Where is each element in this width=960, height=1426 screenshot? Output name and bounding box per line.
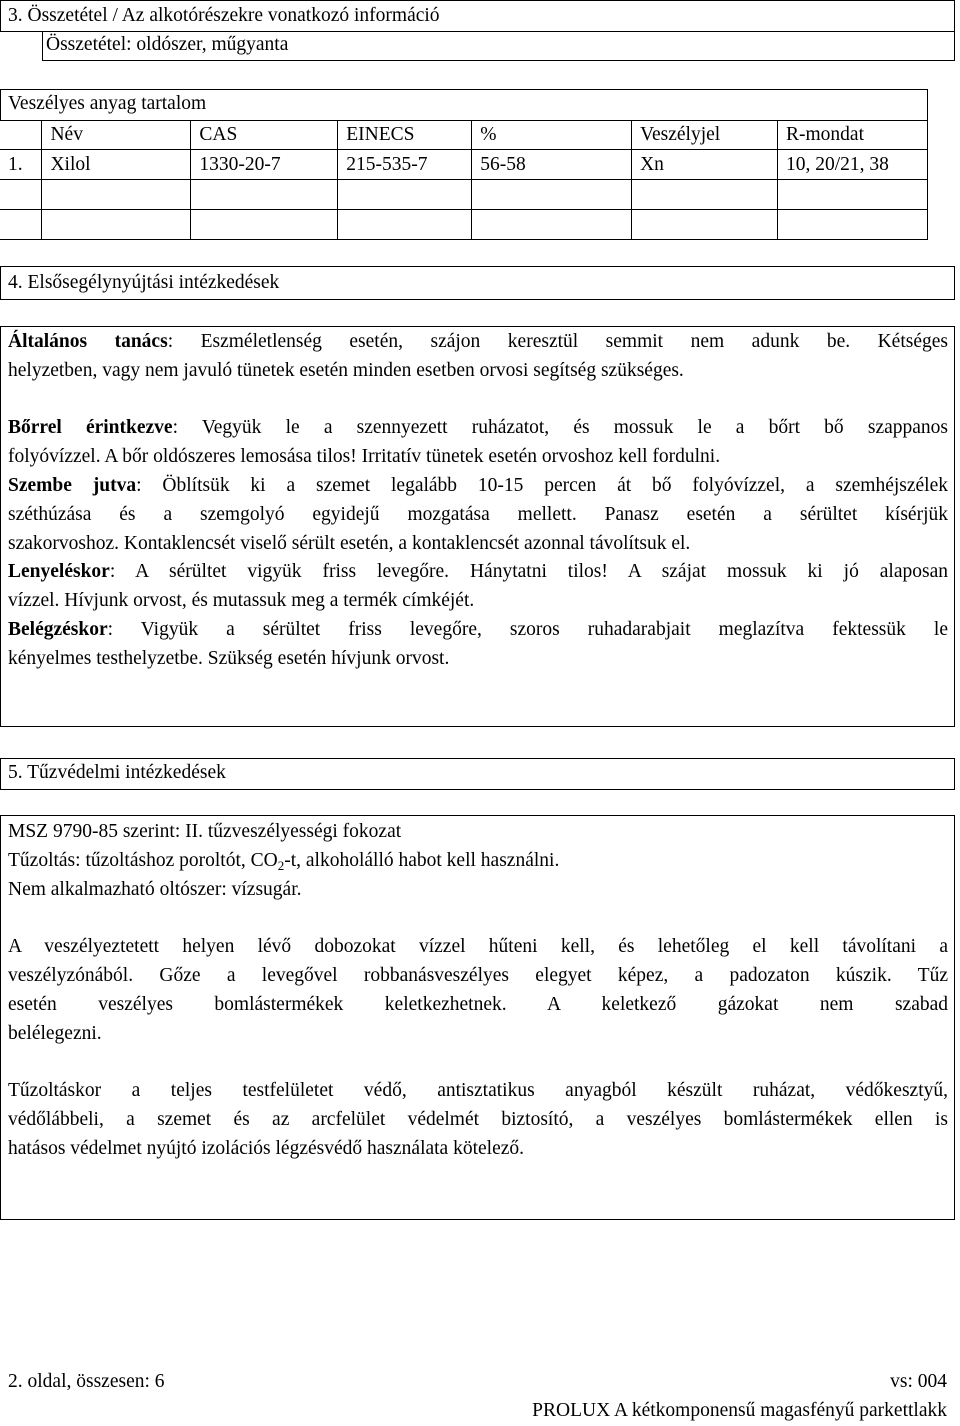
eye-contact-text: : Öblítsük ki a szemet legalább 10-15 percen át bő folyóvízzel, a szemhéjszélek <box>136 475 949 496</box>
table-cell <box>0 210 42 240</box>
table-header-row <box>0 120 928 150</box>
table-cell: 215-535-7 <box>338 150 472 180</box>
table-cell <box>472 180 632 210</box>
table-header-cell: % <box>472 120 632 150</box>
swallow-line1 <box>8 561 948 583</box>
skin-contact-text: : Vegyük le a szennyezett ruházatot, és mossuk le a bőrt bő szappanos <box>172 417 948 438</box>
eye-contact-label: Szembe jutva <box>8 475 137 496</box>
table-header-cell: Név <box>42 120 191 150</box>
table-header-cell: CAS <box>191 120 338 150</box>
table-cell <box>632 180 778 210</box>
footer-version: vs: 004 <box>890 1371 947 1392</box>
table-row <box>0 210 928 240</box>
table-cell: 1330-20-7 <box>191 150 338 180</box>
table-header-cell: Veszélyjel <box>632 120 778 150</box>
section5-title: 5. Tűzvédelmi intézkedések <box>8 762 226 783</box>
general-advice-label: Általános tanács <box>8 331 168 352</box>
table-cell <box>472 210 632 240</box>
composition-text: Összetétel: oldószer, műgyanta <box>46 34 289 55</box>
section4-title: 4. Elsősegélynyújtási intézkedések <box>8 272 280 293</box>
table-cell: 1. <box>0 150 42 180</box>
extinguishing-media <box>8 850 559 874</box>
table-cell <box>0 180 42 210</box>
table-cell <box>42 180 191 210</box>
general-advice-text: : Eszméletlenség esetén, szájon keresztül semmit nem adunk be. Kétséges <box>167 331 948 352</box>
table-cell <box>778 210 928 240</box>
table-cell <box>191 180 338 210</box>
table-cell <box>42 210 191 240</box>
table-cell: 10, 20/21, 38 <box>778 150 928 180</box>
table-row <box>0 180 928 210</box>
fire-para1-line2: veszélyzónából. Gőze a levegővel robbanásveszélyes elegyet képez, a padozaton kúszik. Tűz <box>8 965 948 986</box>
table-header-cell: EINECS <box>338 120 472 150</box>
extinguishing-text: Tűzoltás: tűzoltáshoz poroltót, CO <box>8 850 278 871</box>
table-cell <box>632 210 778 240</box>
fire-para1-line4: belélegezni. <box>8 1023 102 1044</box>
table-cell <box>778 180 928 210</box>
inhale-line1 <box>8 619 948 641</box>
inhale-text: : Vigyük a sérültet friss levegőre, szoros ruhadarabjait meglazítva fektessük le <box>107 619 948 640</box>
table-cell: Xilol <box>42 150 191 180</box>
unsuitable-media: Nem alkalmazható oltószer: vízsugár. <box>8 879 302 900</box>
fire-para2-line1: Tűzoltáskor a teljes testfelületet védő, antisztatikus anyagból készült ruházat, védőkesztyű, <box>8 1080 948 1101</box>
hazard-table <box>0 120 928 240</box>
general-advice-line2: helyzetben, vagy nem javuló tünetek esetén minden esetben orvosi segítség szükséges. <box>8 360 684 381</box>
table-header-cell <box>0 120 42 150</box>
table-cell <box>338 180 472 210</box>
msz-classification: MSZ 9790-85 szerint: II. tűzveszélyességi fokozat <box>8 821 402 842</box>
inhale-line2: kényelmes testhelyzetbe. Szükség esetén hívjunk orvost. <box>8 648 450 669</box>
eye-contact-line2: széthúzása és a szemgolyó egyidejű mozgatása mellett. Panasz esetén a sérültet kísérjük <box>8 504 948 525</box>
co2-subscript: 2 <box>277 858 285 873</box>
fire-para2-line2: védőlábbeli, a szemet és az arcfelület védelmét biztosító, a veszélyes bomlástermékek ellen is <box>8 1109 948 1130</box>
eye-contact-line1 <box>8 475 948 497</box>
extinguishing-text-end: -t, alkoholálló habot kell használni. <box>284 850 560 871</box>
table-cell <box>191 210 338 240</box>
skin-contact-line2: folyóvízzel. A bőr oldószeres lemosása tilos! Irritatív tünetek esetén orvoshoz kell fordulni. <box>8 446 721 467</box>
swallow-line2: vízzel. Hívjunk orvost, és mutassuk meg a termék címkéjét. <box>8 590 475 611</box>
swallow-text: : A sérültet vigyük friss levegőre. Hánytatni tilos! A szájat mossuk ki jó alaposan <box>109 561 948 582</box>
table-row <box>0 150 928 180</box>
fire-para1-line1: A veszélyeztetett helyen lévő dobozokat vízzel hűteni kell, és lehetőleg el kell távolítani a <box>8 936 948 957</box>
skin-contact-label: Bőrrel érintkezve <box>8 417 173 438</box>
footer-page-number: 2. oldal, összesen: 6 <box>8 1371 165 1392</box>
footer-product: PROLUX A kétkomponensű magasfényű parkettlakk <box>532 1400 947 1421</box>
inhale-label: Belégzéskor <box>8 619 108 640</box>
fire-para1-line3: esetén veszélyes bomlástermékek keletkezhetnek. A keletkező gázokat nem szabad <box>8 994 948 1015</box>
fire-para2-line3: hatásos védelmet nyújtó izolációs légzésvédő használata kötelező. <box>8 1138 525 1159</box>
eye-contact-line3: szakorvoshoz. Kontaklencsét viselő sérült esetén, a kontaklencsét azonnal távolítsuk el. <box>8 533 691 554</box>
section3-title: 3. Összetétel / Az alkotórészekre vonatkozó információ <box>8 5 440 26</box>
table-header-cell: R-mondat <box>778 120 928 150</box>
general-advice-line1 <box>8 331 948 353</box>
table-cell <box>338 210 472 240</box>
swallow-label: Lenyeléskor <box>8 561 110 582</box>
table-cell: 56-58 <box>472 150 632 180</box>
hazard-label: Veszélyes anyag tartalom <box>8 93 207 114</box>
table-cell: Xn <box>632 150 778 180</box>
skin-contact-line1 <box>8 417 948 439</box>
